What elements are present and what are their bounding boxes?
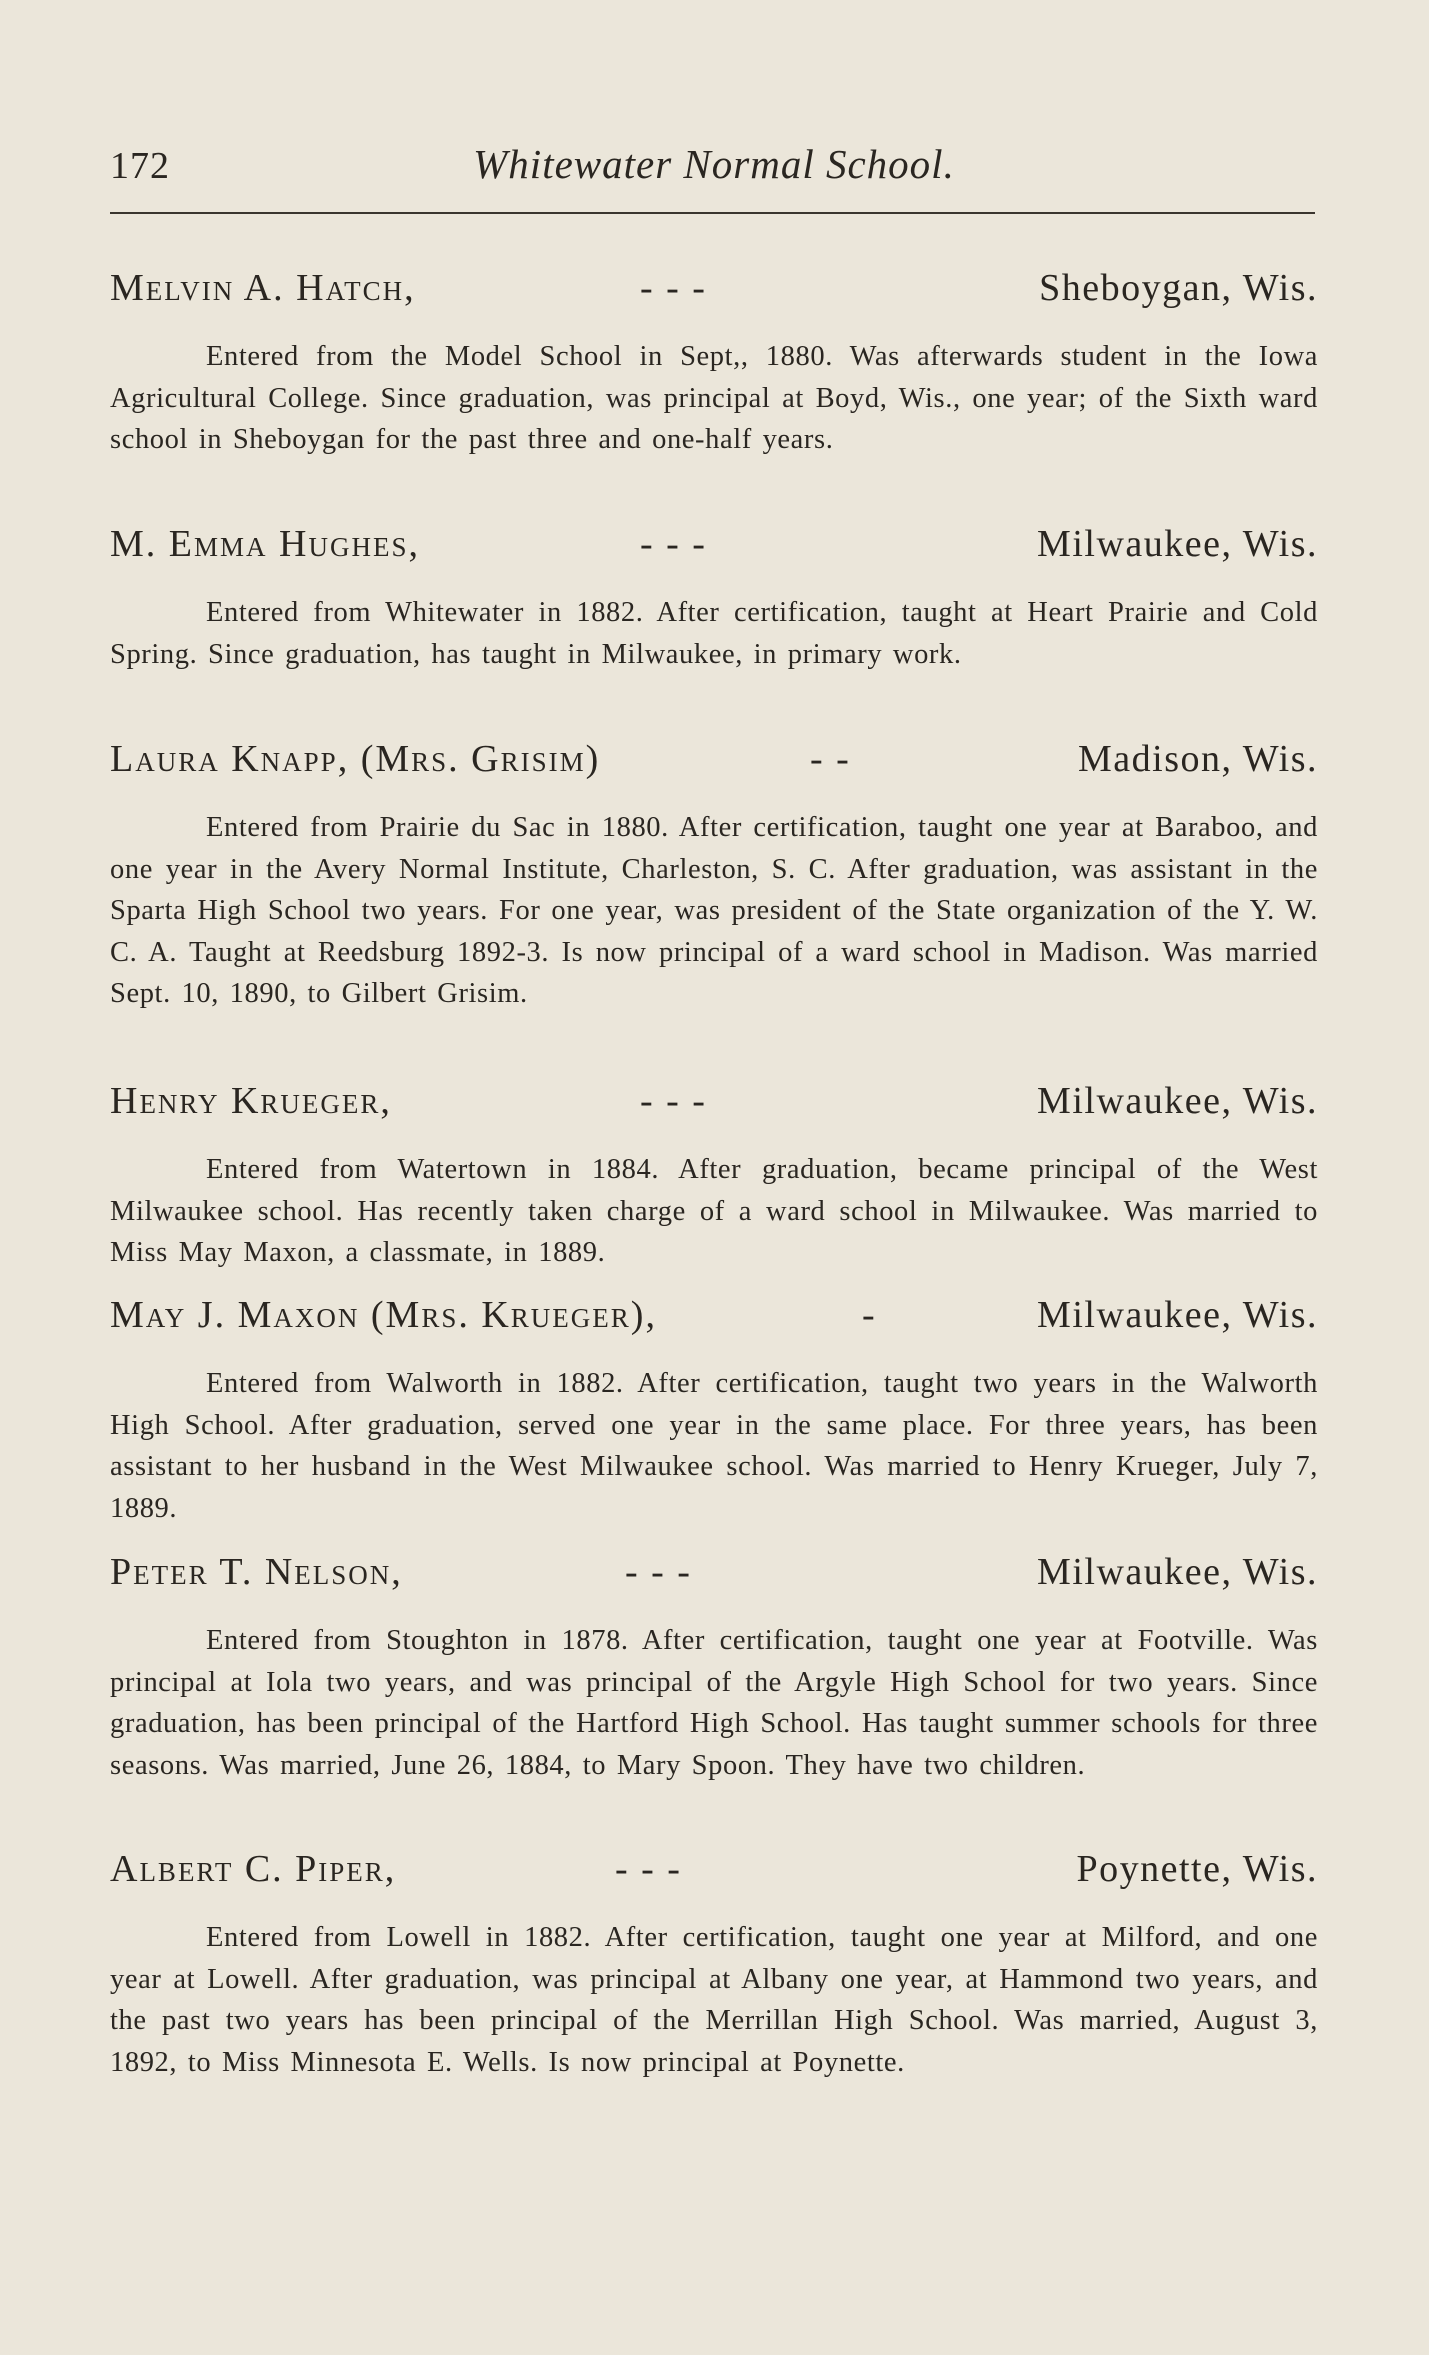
entry-heading — [110, 1075, 1318, 1127]
entry-name: Melvin A. Hatch, — [110, 267, 416, 309]
entry-place: Madison, Wis. — [1077, 738, 1318, 780]
running-title: Whitewater Normal School. — [473, 141, 955, 187]
entry-melvin-hatch — [110, 262, 1318, 461]
entry-dashes: - - - — [640, 267, 707, 309]
page-number: 172 — [110, 145, 170, 187]
entry-dashes: - - - — [640, 1080, 707, 1122]
entry-dashes: - - - — [615, 1848, 682, 1890]
entry-may-maxon — [110, 1289, 1318, 1529]
entry-bio: Entered from Walworth in 1882. After certification, taught two years in the Walworth High School. After graduation, served one year in the same place. For three years, has been assistant to her husband in the West Milwaukee school. Was married to Henry Krueger, July 7, 1889. — [110, 1368, 1318, 1524]
entry-bio: Entered from the Model School in Sept,, 1880. Was afterwards student in the Iowa Agricultural College. Since graduation, was principal at Boyd, Wis., one year; of the Sixth ward school in Sheboygan for the past three and one-half years. — [110, 341, 1318, 455]
page-header — [110, 140, 1318, 200]
entry-henry-krueger — [110, 1075, 1318, 1274]
entry-heading — [110, 1843, 1318, 1895]
entry-place: Milwaukee, Wis. — [1037, 1080, 1318, 1122]
entry-place: Milwaukee, Wis. — [1037, 523, 1318, 565]
entry-heading — [110, 1289, 1318, 1341]
header-rule — [110, 212, 1315, 214]
entry-dashes: - - - — [625, 1551, 692, 1593]
entry-dashes: - — [862, 1294, 877, 1336]
entry-place: Poynette, Wis. — [1076, 1848, 1318, 1890]
entry-peter-nelson — [110, 1546, 1318, 1786]
entry-albert-piper — [110, 1843, 1318, 2083]
entry-place: Milwaukee, Wis. — [1037, 1551, 1318, 1593]
entry-bio: Entered from Stoughton in 1878. After certification, taught one year at Footville. Was principal at Iola two years, and was principal of the Argyle High School for two years. Since graduation, has been principal of the Hartford High School. Has taught summer schools for three seasons. Was married, June 26, 1884, to Mary Spoon. They have two children. — [110, 1625, 1318, 1781]
entry-heading — [110, 733, 1318, 785]
entry-name: Henry Krueger, — [110, 1080, 392, 1122]
entry-bio: Entered from Watertown in 1884. After graduation, became principal of the West Milwaukee school. Has recently taken charge of a ward school in Milwaukee. Was married to Miss May Maxon, a classmate, in 1889. — [110, 1154, 1318, 1268]
entry-place: Sheboygan, Wis. — [1039, 267, 1318, 309]
entry-bio: Entered from Prairie du Sac in 1880. After certification, taught one year at Baraboo, and one year in the Avery Normal Institute, Charleston, S. C. After graduation, was assistant in the Sparta High School two years. For one year, was president of the State organization of the Y. W. C. A. Taught at Reedsburg 1892-3. Is now principal of a ward school in Madison. Was married Sept. 10, 1890, to Gilbert Grisim. — [110, 812, 1318, 1009]
entry-place: Milwaukee, Wis. — [1037, 1294, 1318, 1336]
entry-name: Peter T. Nelson, — [110, 1551, 403, 1593]
entry-dashes: - - — [810, 738, 851, 780]
entry-heading — [110, 1546, 1318, 1598]
entry-heading — [110, 262, 1318, 314]
entry-name: Albert C. Piper, — [110, 1848, 397, 1890]
entry-dashes: - - - — [640, 523, 707, 565]
entry-name: Laura Knapp, (Mrs. Grisim) — [110, 738, 601, 780]
entry-laura-knapp — [110, 733, 1318, 1015]
entry-bio: Entered from Whitewater in 1882. After certification, taught at Heart Prairie and Cold Spring. Since graduation, has taught in Milwaukee, in primary work. — [110, 597, 1318, 670]
entry-name: May J. Maxon (Mrs. Krueger), — [110, 1294, 657, 1336]
entry-bio: Entered from Lowell in 1882. After certification, taught one year at Milford, and one year at Lowell. After graduation, was principal at Albany one year, at Hammond two years, and the past two years has been principal of the Merrillan High School. Was married, August 3, 1892, to Miss Minnesota E. Wells. Is now principal at Poynette. — [110, 1922, 1318, 2078]
entry-emma-hughes — [110, 518, 1318, 675]
entry-heading — [110, 518, 1318, 570]
entry-name: M. Emma Hughes, — [110, 523, 420, 565]
